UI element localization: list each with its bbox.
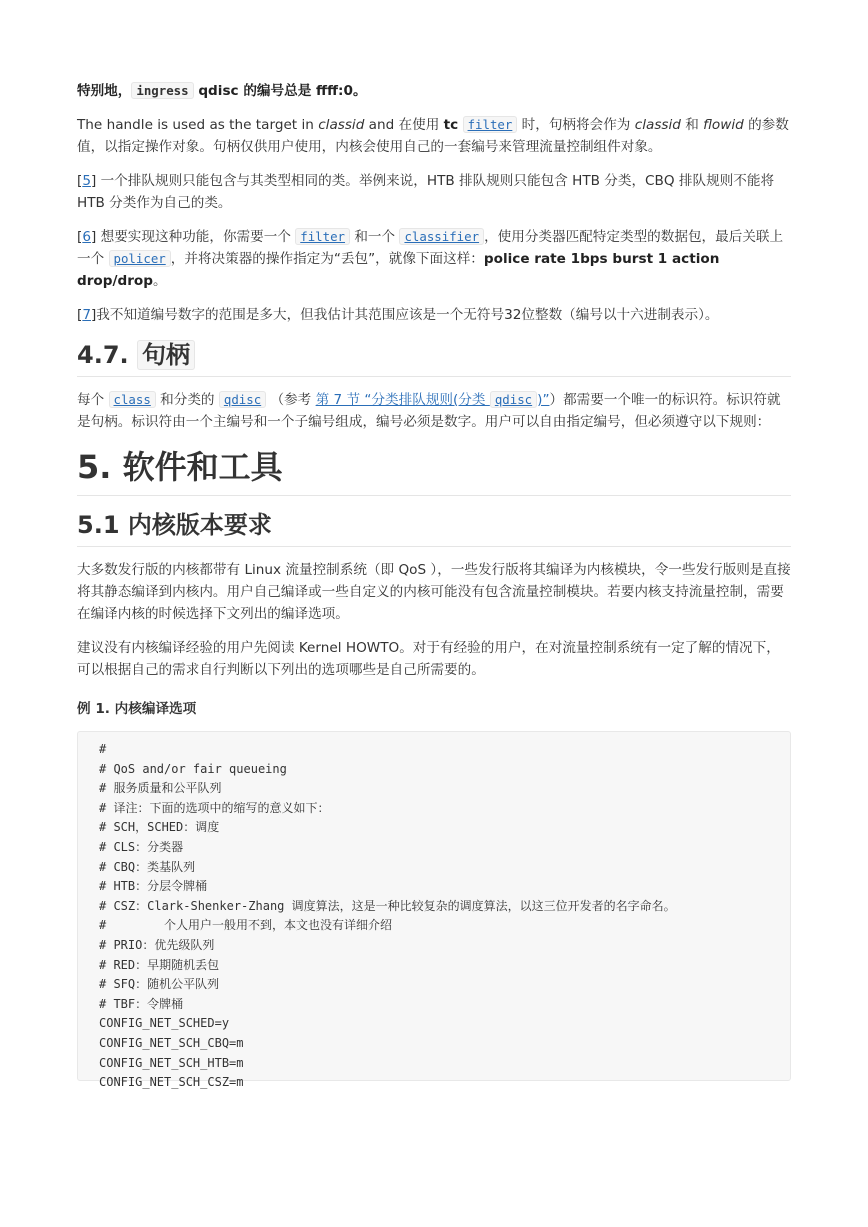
code-line: # CLS：分类器 [99,839,184,854]
ingress-code: ingress [131,82,193,99]
footnote-5: [5] 一个排队规则只能包含与其类型相同的类。举例来说，HTB 排队规则只能包含 HTB 分类，CBQ 排队规则不能将 HTB 分类作为自己的类。 [77,173,775,211]
section-4-7-heading: 4.7. 句柄 [77,338,791,377]
footnote-7-ref[interactable]: 7 [82,307,91,323]
handle-heading-code: 句柄 [137,340,195,370]
section-5-1-paragraph-2: 建议没有内核编译经验的用户先阅读 Kernel HOWTO。对于有经验的用户，在对流量控制系统有一定了解的情况下，可以根据自己的需求自行判断以下列出的选项哪些是自己所需要的。 [77,640,780,678]
document-page [77,80,791,1090]
code-line: # [99,742,107,756]
handle-paragraph: The handle is used as the target in classid and 在使用 tc filter 时，句柄将会作为 classid 和 flowid 的参数值，以指定操作对象。句柄仅供用户使用，内核会使用自己的一套编号来管理流量控制组件对象。 [77,117,789,155]
filter-link-2[interactable]: filter [295,229,350,245]
code-line: # RED：早期随机丢包 [99,957,220,972]
policer-link[interactable]: policer [109,251,171,267]
code-line: CONFIG_NET_SCH_HTB=m [99,1055,244,1070]
code-line: # PRIO：优先级队列 [99,937,215,952]
code-line: # TBF：令牌桶 [99,996,184,1011]
code-line: # 译注：下面的选项中的缩写的意义如下： [99,800,330,815]
qdisc-link[interactable]: qdisc [219,392,266,408]
chapter-5-heading: 5. 软件和工具 [77,445,791,496]
code-line: # 个人用户一般用不到，本文也没有详细介绍 [99,918,393,933]
code-line: # SFQ：随机公平队列 [99,977,220,992]
footnote-5-ref[interactable]: 5 [82,173,91,189]
code-line: # CBQ：类基队列 [99,859,196,874]
section-7-link[interactable]: 第 7 节 “分类排队规则(分类 qdisc )” [315,392,550,408]
classifier-link[interactable]: classifier [399,229,484,245]
section-4-7-paragraph: 每个 class 和分类的 qdisc （参考 第 7 节 “分类排队规则(分类 qdisc )”）都需要一个唯一的标识符。标识符就是句柄。标识符由一个主编号和一个子编号组成，编号必须是数字。用户可以自由指定编号，但必须遵守以下规则： [77,392,781,430]
code-line: # HTB：分层令牌桶 [99,879,208,894]
code-line: CONFIG_NET_SCHED=y [99,1016,230,1031]
code-line: CONFIG_NET_SCH_CBQ=m [99,1035,244,1050]
footnote-6: [6] 想要实现这种功能，你需要一个 filter 和一个 classifier ，使用分类器匹配特定类型的数据包，最后关联上一个 policer ，并将决策器的操作指定为“丢包”，就像下面这样：police rate 1bps burst 1 action drop/drop。 [77,229,784,289]
example-1-title: 例 1. 内核编译选项 [77,701,197,717]
code-line: # CSZ：Clark-Shenker-Zhang 调度算法，这是一种比较复杂的调度算法，以这三位开发者的名字命名。 [99,898,676,913]
code-line: # SCH，SCHED：调度 [99,820,220,835]
footnote-6-ref[interactable]: 6 [82,229,91,245]
section-5-1-heading: 5.1 内核版本要求 [77,508,791,547]
kernel-config-code-block [77,731,791,1090]
class-link[interactable]: class [109,392,156,408]
code-line: # 服务质量和公平队列 [99,781,222,796]
special-ingress-bold: 特别地， ingress qdisc 的编号总是 ffff:0。 [77,83,367,99]
special-ingress-note [77,80,791,102]
code-line: # QoS and/or fair queueing [99,761,287,776]
filter-link[interactable]: filter [463,117,518,133]
code-line: CONFIG_NET_SCH_CSZ=m [99,1075,244,1090]
footnote-7: [7]我不知道编号数字的范围是多大，但我估计其范围应该是一个无符号32位整数（编号以十六进制表示）。 [77,307,719,323]
section-5-1-paragraph-1: 大多数发行版的内核都带有 Linux 流量控制系统（即 QoS ），一些发行版将其编译为内核模块，令一些发行版则是直接将其静态编译到内核内。用户自己编译或一些自定义的内核可能没有包含流量控制模块。若要内核支持流量控制，需要在编译内核的时候选择下文列出的编译选项。 [77,562,791,622]
